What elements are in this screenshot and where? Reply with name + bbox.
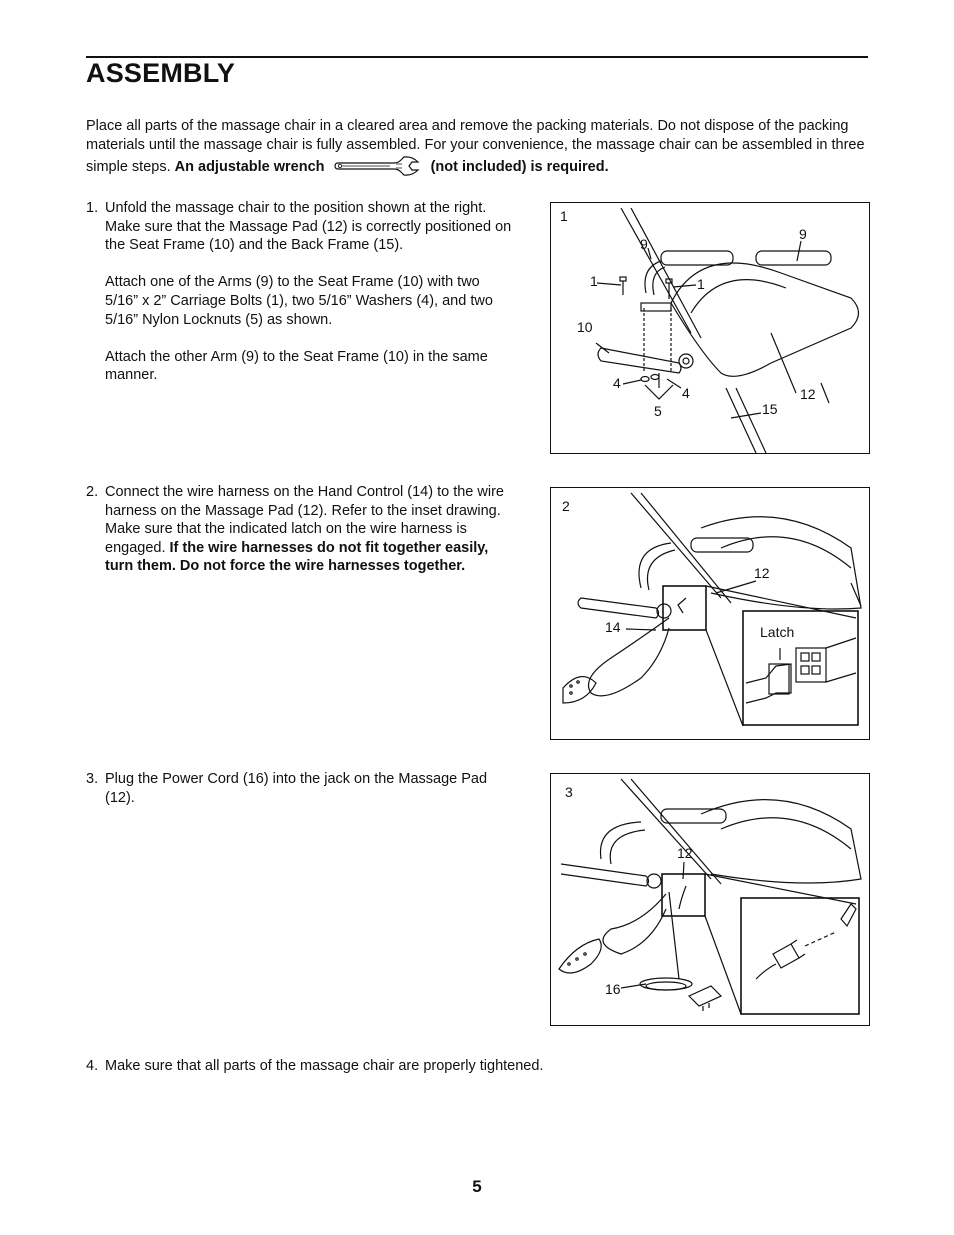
figure-number: 2 <box>562 498 570 514</box>
figure-3-drawing <box>551 774 869 1025</box>
intro-bold-required: (not included) is required. <box>430 159 609 175</box>
label-arm-9: 9 <box>799 226 807 242</box>
step-3-text: Plug the Power Cord (16) into the jack on the Massage Pad (12). <box>105 771 488 806</box>
adjustable-wrench-icon <box>332 154 424 178</box>
figure-1-drawing <box>551 203 869 453</box>
label-washer-4: 4 <box>613 375 621 391</box>
step-1 <box>86 199 516 404</box>
step-2 <box>86 483 516 576</box>
step-1-paragraph-3: Attach the other Arm (9) to the Seat Frame (10) in the same manner. <box>105 348 488 384</box>
step-4-text: Make sure that all parts of the massage chair are properly tightened. <box>105 1058 544 1074</box>
label-back-frame-15: 15 <box>762 401 778 417</box>
label-arm-9: 9 <box>640 236 648 252</box>
page-number: 5 <box>472 1177 482 1196</box>
label-bolt-1: 1 <box>697 276 705 292</box>
label-massage-pad-12: 12 <box>800 386 816 402</box>
intro-paragraph <box>86 117 868 178</box>
figure-1-arm-attachment <box>550 202 870 454</box>
page-title: ASSEMBLY <box>86 58 236 88</box>
label-massage-pad-12: 12 <box>754 565 770 581</box>
label-bolt-1: 1 <box>590 273 598 289</box>
step-2-warning: If the wire harnesses do not fit together easily, turn them. Do not force the wire harnesses together. <box>105 539 489 575</box>
figure-number: 3 <box>565 784 573 800</box>
step-4 <box>86 1057 786 1076</box>
figure-2-drawing <box>551 488 869 739</box>
step-number: 2. <box>86 484 99 500</box>
step-1-paragraph-1: Unfold the massage chair to the position shown at the right. Make sure that the Massage Pad (12) is correctly positioned on the Seat Frame (10) and the Back Frame (15). <box>105 200 512 254</box>
figure-2-wire-harness <box>550 487 870 740</box>
step-number: 4. <box>86 1058 99 1074</box>
figure-3-power-cord <box>550 773 870 1026</box>
step-3 <box>86 770 516 807</box>
label-power-cord-16: 16 <box>605 981 621 997</box>
label-washer-4: 4 <box>682 385 690 401</box>
label-locknut-5: 5 <box>654 403 662 419</box>
figure-number: 1 <box>560 208 568 224</box>
step-2-text: Connect the wire harness on the Hand Control (14) to the wire harness on the Massage Pad (12). Refer to the inset drawing. Make sure that the indicated latch on the wire harness is engaged. <box>105 484 504 556</box>
step-1-paragraph-2: Attach one of the Arms (9) to the Seat Frame (10) with two 5/16” x 2” Carriage Bolts (1), two 5/16” Washers (4), and two 5/16” Nylon Locknuts (5) as shown. <box>105 274 493 328</box>
intro-text: Place all parts of the massage chair in a cleared area and remove the packing materials. Do not dispose of the packing materials until the massage chair is fully assembled. For your convenience, the massage chair can be assembled in three simple steps. <box>86 118 865 175</box>
step-number: 1. <box>86 200 99 216</box>
step-number: 3. <box>86 771 99 787</box>
label-massage-pad-12: 12 <box>677 845 693 861</box>
intro-bold-wrench: An adjustable wrench <box>174 159 325 175</box>
label-hand-control-14: 14 <box>605 619 621 635</box>
label-seat-frame-10: 10 <box>577 319 593 335</box>
label-latch: Latch <box>760 624 795 640</box>
